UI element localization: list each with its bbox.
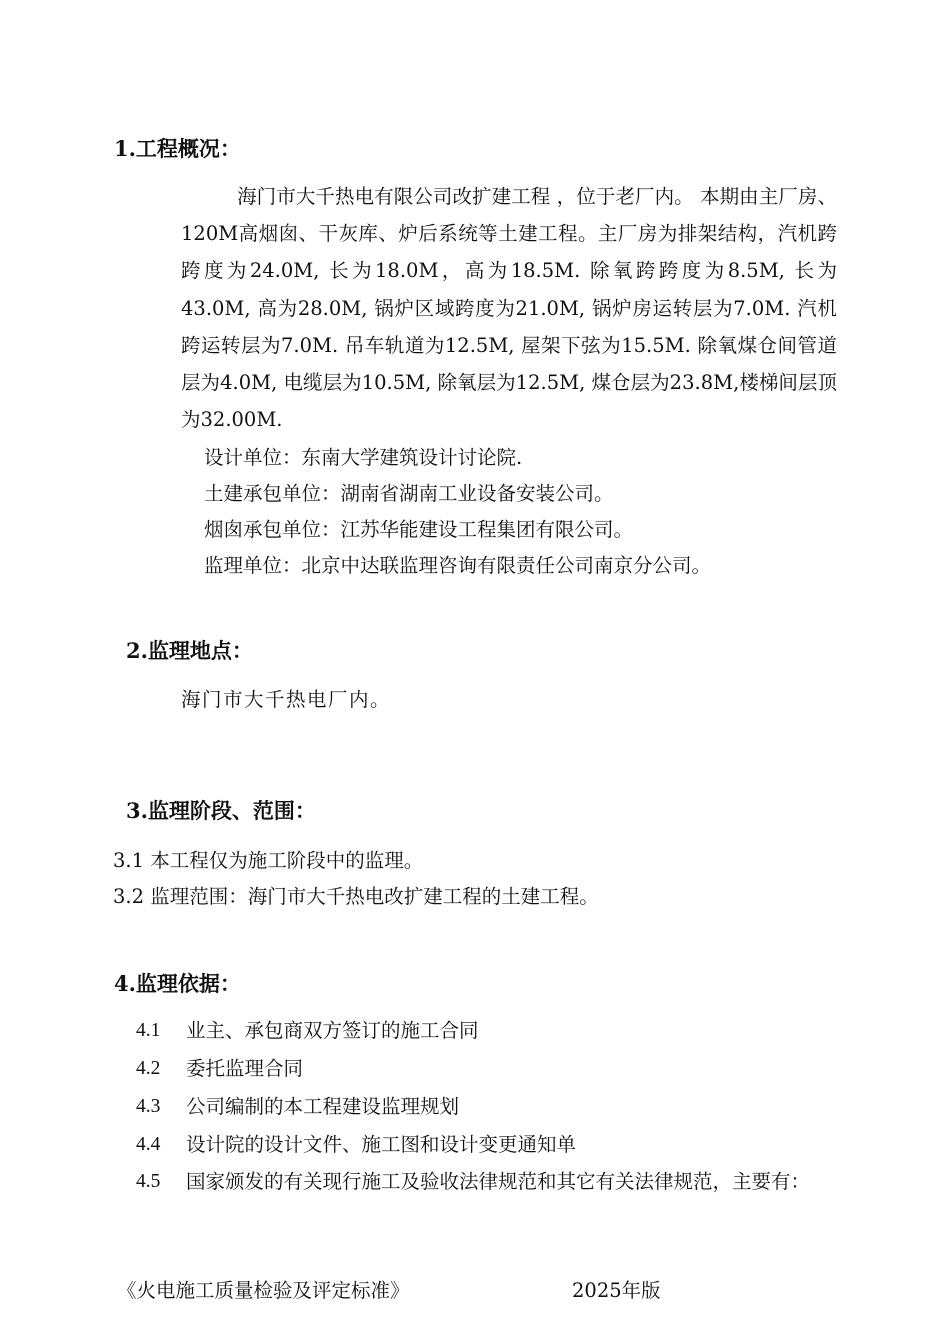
standard-edition: 2025年版 [572,1279,661,1302]
basis-item [136,1050,836,1088]
basis-item-number: 4.1 [136,1020,161,1041]
chimney-contractor-line: 烟囱承包单位：江苏华能建设工程集团有限公司。 [204,518,634,541]
basis-item-text: 公司编制的本工程建设监理规划 [186,1095,460,1118]
civil-contractor-line: 土建承包单位：湖南省湖南工业设备安装公司。 [204,482,614,505]
basis-item-text: 委托监理合同 [186,1057,304,1080]
basis-item-text: 业主、承包商双方签订的施工合同 [186,1019,479,1042]
standard-title: 《火电施工质量检验及评定标准》 [117,1279,410,1302]
basis-item-number: 4.4 [136,1134,161,1155]
project-overview-paragraph [181,178,837,438]
section-4-heading: 4.监理依据： [114,971,241,996]
basis-item-number: 4.5 [136,1171,161,1192]
project-overview-text: 海门市大千热电有限公司改扩建工程 ，位于老厂内。 本期由主厂房、120M高烟囱、干灰库、炉后系统等土建工程。主厂房为排架结构，汽机跨跨度为24.0M, 长为18.0M，高为18.5M. 除氧跨跨度为8.5M, 长为43.0M, 高为28.0M, 锅炉区域跨度为21.0M, 锅炉房运转层为7.0M. 汽机跨运转层为7.0M. 吊车轨道为12.5M, 屋架下弦为15.5M. 除氧煤仓间管道层为4.0M, 电缆层为10.5M, 除氧层为12.5M, 煤仓层为23.8M,楼梯间层顶为32.00M. [181,185,837,432]
section-2-heading: 2.监理地点： [126,638,253,663]
basis-item-text: 国家颁发的有关现行施工及验收法律规范和其它有关法律规范，主要有： [186,1170,811,1193]
basis-item [136,1012,836,1050]
basis-item-number: 4.2 [136,1058,161,1079]
supervisor-line: 监理单位：北京中达联监理咨询有限责任公司南京分公司。 [204,554,712,577]
basis-item [136,1088,836,1126]
section-3-item: 3.2 监理范围：海门市大千热电改扩建工程的土建工程。 [113,885,599,908]
basis-item-number: 4.3 [136,1096,161,1117]
basis-item [136,1126,836,1164]
supervision-location-text: 海门市大千热电厂内。 [181,688,392,711]
basis-item [136,1163,836,1201]
basis-item-text: 设计院的设计文件、施工图和设计变更通知单 [186,1133,577,1156]
section-3-heading: 3.监理阶段、范围： [126,798,316,823]
section-1-heading: 1.工程概况： [114,136,241,161]
section-3-item: 3.1 本工程仅为施工阶段中的监理。 [113,849,424,872]
design-unit-line: 设计单位：东南大学建筑设计讨论院. [204,446,523,469]
